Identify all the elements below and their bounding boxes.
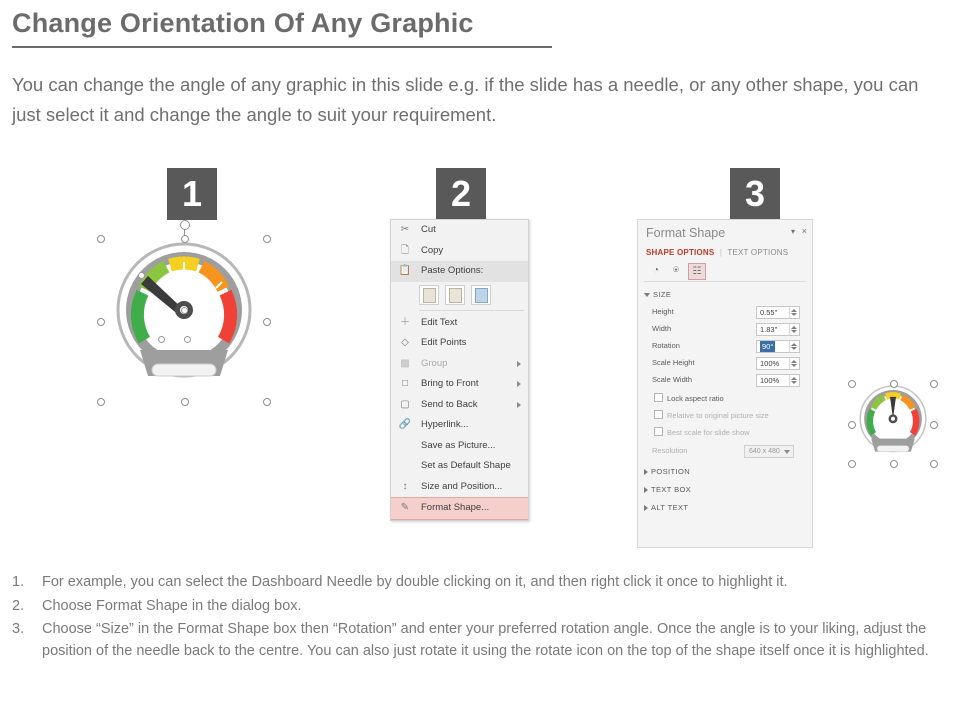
field-scale-height[interactable]	[652, 357, 804, 370]
menu-separator-1	[419, 310, 524, 311]
gauge-graphic-selected[interactable]	[100, 238, 268, 403]
rotation-value: 90°	[762, 342, 774, 351]
section-alt-text[interactable]	[644, 503, 688, 512]
selection-handles[interactable]	[100, 238, 268, 403]
close-icon[interactable]: ×	[801, 226, 807, 236]
field-width[interactable]	[652, 323, 804, 336]
width-value: 1.83"	[760, 325, 778, 334]
field-rotation[interactable]	[652, 340, 804, 353]
section-text-box-label: TEXT BOX	[651, 485, 692, 494]
checkbox-best-scale-slideshow-label: Best scale for slide show	[667, 428, 750, 437]
menu-item-cut-label: Cut	[421, 224, 436, 235]
menu-item-hyperlink-label: Hyperlink...	[421, 419, 469, 430]
list-item-number: 1.	[12, 574, 25, 590]
scale-width-value: 100%	[760, 376, 780, 385]
group-icon: ▩	[400, 357, 410, 369]
menu-item-save-as-picture-label: Save as Picture...	[421, 439, 496, 451]
section-size[interactable]	[644, 290, 671, 299]
stepper-arrows-icon[interactable]	[789, 341, 798, 352]
checkbox-relative-original-size-label: Relative to original picture size	[667, 411, 769, 420]
handle-bottom-center[interactable]	[890, 460, 898, 468]
handle-middle-right[interactable]	[930, 421, 938, 429]
menu-item-format-shape-label: Format Shape...	[421, 502, 490, 513]
height-stepper[interactable]	[756, 306, 800, 319]
list-item	[12, 596, 942, 618]
scale-height-value: 100%	[760, 359, 780, 368]
resolution-select[interactable]	[744, 445, 794, 458]
title-underline	[12, 46, 552, 48]
tab-separator: |	[719, 248, 723, 257]
checkbox-lock-aspect-ratio-label: Lock aspect ratio	[667, 394, 724, 403]
chevron-right-icon	[517, 361, 521, 367]
menu-item-send-to-back[interactable]	[391, 395, 528, 416]
menu-item-edit-text[interactable]	[391, 313, 528, 334]
format-shape-icon: ✎	[400, 502, 410, 513]
handle-middle-right[interactable]	[263, 318, 271, 326]
save-picture-icon	[398, 439, 412, 453]
menu-item-size-and-position[interactable]	[391, 477, 528, 498]
format-pane-icon-row[interactable]	[644, 262, 806, 282]
menu-item-format-shape[interactable]	[391, 497, 528, 520]
chevron-right-icon	[517, 381, 521, 387]
paste-icon: 📋	[398, 265, 412, 276]
list-item-text: Choose Format Shape in the dialog box.	[42, 597, 302, 614]
send-back-icon: ▢	[400, 398, 410, 410]
stepper-arrows-icon[interactable]	[789, 307, 798, 318]
handle-middle-left[interactable]	[848, 421, 856, 429]
menu-item-cut[interactable]	[391, 220, 528, 241]
handle-bottom-left[interactable]	[848, 460, 856, 468]
instruction-list	[12, 572, 942, 664]
edit-points-icon: ◇	[401, 337, 409, 348]
section-position[interactable]	[644, 467, 690, 476]
step-badge-1: 1	[167, 168, 217, 220]
chevron-right-icon	[644, 469, 648, 475]
menu-item-hyperlink[interactable]	[391, 415, 528, 436]
tab-text-options[interactable]: TEXT OPTIONS	[727, 248, 789, 257]
chevron-down-icon[interactable]: ▾	[790, 227, 795, 236]
menu-item-size-and-position-label: Size and Position...	[421, 480, 503, 492]
menu-item-bring-to-front-label: Bring to Front	[421, 378, 479, 389]
menu-item-edit-points[interactable]	[391, 333, 528, 354]
list-item	[12, 619, 942, 662]
menu-item-set-default-shape[interactable]	[391, 456, 528, 477]
handle-bottom-right[interactable]	[263, 398, 271, 406]
checkbox-icon[interactable]	[654, 410, 663, 419]
rotate-handle-icon[interactable]	[180, 220, 190, 230]
menu-item-paste-options[interactable]	[391, 261, 528, 282]
gauge-graphic-result[interactable]	[851, 383, 935, 465]
handle-top-left[interactable]	[97, 235, 105, 243]
needle-handle-a[interactable]	[138, 272, 145, 279]
menu-item-set-default-shape-label: Set as Default Shape	[421, 460, 511, 471]
menu-item-send-to-back-label: Send to Back	[421, 398, 478, 410]
scale-height-stepper[interactable]	[756, 357, 800, 370]
list-item-number: 2.	[12, 597, 25, 614]
page-title: Change Orientation Of Any Graphic	[12, 8, 474, 38]
resolution-value: 640 x 480	[749, 448, 780, 455]
paste-merge-formatting-button[interactable]	[445, 285, 465, 305]
height-value: 0.55"	[760, 308, 778, 317]
menu-item-edit-text-label: Edit Text	[421, 316, 458, 328]
field-resolution[interactable]	[652, 445, 804, 458]
checkbox-icon[interactable]	[654, 427, 663, 436]
intro-paragraph: You can change the angle of any graphic in this slide e.g. if the slide has a needle, or any other shape, you can just select it and change the angle to suit your requirement.	[12, 74, 919, 125]
chevron-right-icon	[644, 505, 648, 511]
list-item-text: For example, you can select the Dashboard Needle by double clicking on it, and then right click it once to highlight it.	[42, 574, 788, 590]
stepper-arrows-icon[interactable]	[789, 324, 798, 335]
handle-middle-left[interactable]	[97, 318, 105, 326]
stepper-arrows-icon[interactable]	[789, 358, 798, 369]
rotation-stepper[interactable]	[756, 340, 800, 353]
menu-item-copy[interactable]	[391, 241, 528, 262]
hyperlink-icon: 🔗	[398, 419, 412, 430]
menu-item-bring-to-front[interactable]	[391, 374, 528, 395]
menu-item-save-as-picture[interactable]	[391, 436, 528, 457]
checkbox-relative-original-size[interactable]	[654, 410, 769, 420]
tab-shape-options[interactable]: SHAPE OPTIONS	[646, 248, 715, 257]
section-position-label: POSITION	[651, 467, 691, 476]
paste-option-buttons[interactable]	[391, 282, 528, 308]
context-menu[interactable]	[390, 219, 529, 521]
field-rotation-label: Rotation	[652, 341, 680, 350]
format-pane-title: Format Shape	[646, 226, 726, 240]
selection-handles-result[interactable]	[851, 383, 935, 465]
handle-top-center[interactable]	[181, 235, 189, 243]
list-item-text: Choose “Size” in the Format Shape box then “Rotation” and enter your preferred rotation angle. Once the angle is to your liking, adjust the position of the needle back to the centre. You can also just rotate it using the rotate icon on the top of the shape itself once it is highlighted.	[42, 621, 929, 659]
scissors-icon: ✂	[400, 224, 410, 235]
chevron-down-icon	[644, 293, 650, 297]
menu-item-group[interactable]	[391, 354, 528, 375]
bring-front-icon: □	[401, 378, 409, 389]
menu-item-group-label: Group	[421, 357, 448, 369]
field-height[interactable]	[652, 306, 804, 319]
field-scale-width[interactable]	[652, 374, 804, 387]
field-height-label: Height	[652, 307, 674, 316]
handle-top-right[interactable]	[263, 235, 271, 243]
paste-keep-formatting-button[interactable]	[419, 285, 439, 305]
format-pane-tabs[interactable]	[646, 248, 788, 257]
handle-bottom-left[interactable]	[97, 398, 105, 406]
field-scale-height-label: Scale Height	[652, 358, 695, 367]
handle-top-right[interactable]	[930, 380, 938, 388]
chevron-right-icon	[517, 402, 521, 408]
menu-item-edit-points-label: Edit Points	[421, 337, 467, 348]
list-item	[12, 572, 942, 594]
field-resolution-label: Resolution	[652, 446, 688, 455]
checkbox-lock-aspect-ratio[interactable]	[654, 393, 724, 403]
section-text-box[interactable]	[644, 485, 691, 494]
needle-handle-b[interactable]	[181, 307, 188, 314]
field-width-label: Width	[652, 324, 672, 333]
chevron-right-icon	[644, 487, 648, 493]
list-item-number: 3.	[12, 621, 25, 637]
needle-handle-c[interactable]	[184, 336, 191, 343]
needle-handle-d[interactable]	[158, 336, 165, 343]
stepper-arrows-icon[interactable]	[789, 375, 798, 386]
chevron-down-icon	[784, 450, 790, 454]
section-size-label: SIZE	[653, 290, 672, 299]
width-stepper[interactable]	[756, 323, 800, 336]
handle-bottom-center[interactable]	[181, 398, 189, 406]
step-badge-2: 2	[436, 168, 486, 220]
checkbox-best-scale-slideshow[interactable]	[654, 427, 750, 437]
menu-item-copy-label: Copy	[421, 244, 444, 256]
handle-top-center[interactable]	[890, 380, 898, 388]
format-shape-pane[interactable]	[637, 219, 813, 548]
handle-bottom-right[interactable]	[930, 460, 938, 468]
copy-icon: 🗋	[400, 244, 410, 256]
paste-picture-button[interactable]	[471, 285, 491, 305]
effects-icon[interactable]: ⍟	[673, 265, 679, 276]
field-scale-width-label: Scale Width	[652, 375, 693, 384]
section-alt-text-label: ALT TEXT	[651, 503, 689, 512]
handle-top-left[interactable]	[848, 380, 856, 388]
menu-item-paste-options-label: Paste Options:	[421, 265, 484, 276]
default-shape-icon	[398, 459, 412, 473]
edit-text-icon: ＋	[400, 316, 410, 328]
checkbox-icon[interactable]	[654, 393, 663, 402]
size-properties-icon[interactable]: ☷	[688, 263, 706, 280]
scale-width-stepper[interactable]	[756, 374, 800, 387]
fill-icon[interactable]: ◔	[652, 265, 660, 276]
step-badge-3: 3	[730, 168, 780, 220]
size-position-icon: ↕	[402, 480, 408, 492]
